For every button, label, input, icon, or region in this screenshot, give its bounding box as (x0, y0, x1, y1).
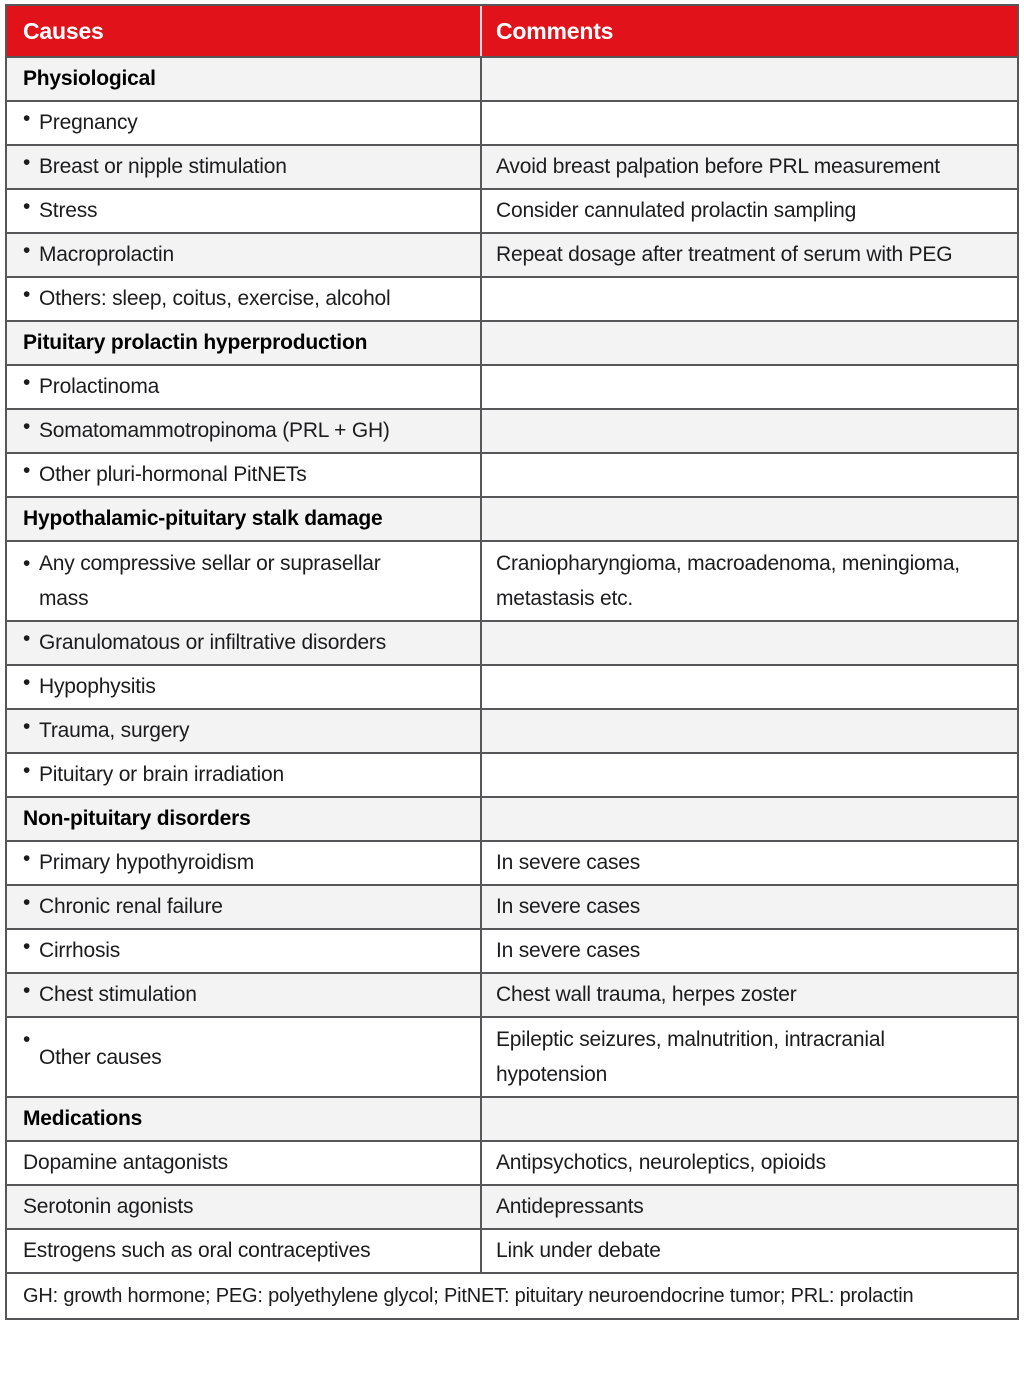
cause-cell (7, 1186, 480, 1228)
cause-label: Serotonin agonists (23, 1195, 194, 1219)
comment-cell (480, 1018, 1017, 1096)
table-row (7, 232, 1017, 276)
table-row (7, 708, 1017, 752)
comment-cell (480, 542, 1017, 620)
bullet-icon: • (23, 283, 31, 306)
abbreviations-footnote: GH: growth hormone; PEG: polyethylene glycol; PitNET: pituitary neuroendocrine tumor; PRL: prolactin (23, 1284, 914, 1307)
bullet-icon: • (23, 107, 31, 130)
cause-cell (7, 930, 480, 972)
cause-label: Pituitary prolactin hyperproduction (23, 331, 368, 355)
cause-label: Hypothalamic-pituitary stalk damage (23, 507, 383, 531)
table-row (7, 972, 1017, 1016)
table-row (7, 1184, 1017, 1228)
comment-cell (480, 410, 1017, 452)
comment-cell (480, 146, 1017, 188)
table-row (7, 320, 1017, 364)
cause-label: Medications (23, 1107, 143, 1131)
table-row (7, 408, 1017, 452)
cause-label: Non-pituitary disorders (23, 807, 251, 831)
cause-cell (7, 666, 480, 708)
cause-label: Dopamine antagonists (23, 1151, 228, 1175)
cause-cell (7, 190, 480, 232)
comment-cell (480, 930, 1017, 972)
cause-cell (7, 710, 480, 752)
table-row (7, 1140, 1017, 1184)
cause-cell (7, 498, 480, 540)
cause-label: Chronic renal failure (39, 895, 223, 919)
cause-cell (7, 58, 480, 100)
comment-cell (480, 102, 1017, 144)
cause-label: Breast or nipple stimulation (39, 155, 287, 179)
comment-cell (480, 622, 1017, 664)
comment-cell (480, 1142, 1017, 1184)
bullet-icon: • (23, 151, 31, 174)
table-row (7, 188, 1017, 232)
comment-cell (480, 234, 1017, 276)
table-row (7, 840, 1017, 884)
comment-label: Avoid breast palpation before PRL measurement (496, 155, 940, 179)
comment-cell (480, 710, 1017, 752)
comment-label: Craniopharyngioma, macroadenoma, meningioma, metastasis etc. (496, 552, 960, 610)
cause-cell (7, 886, 480, 928)
table-row (7, 620, 1017, 664)
bullet-icon: • (23, 935, 31, 958)
comment-cell (480, 1230, 1017, 1272)
comment-cell (480, 798, 1017, 840)
cause-cell (7, 102, 480, 144)
cause-cell (7, 1142, 480, 1184)
comment-cell (480, 366, 1017, 408)
bullet-icon: • (23, 371, 31, 394)
bullet-icon: • (23, 1028, 31, 1051)
cause-label: Chest stimulation (39, 983, 197, 1007)
bullet-icon: • (23, 627, 31, 650)
table-row (7, 56, 1017, 100)
table-row (7, 276, 1017, 320)
comment-cell (480, 1098, 1017, 1140)
cause-label: Others: sleep, coitus, exercise, alcohol (39, 287, 391, 311)
bullet-icon: • (23, 415, 31, 438)
cause-cell (7, 1230, 480, 1272)
comment-cell (480, 498, 1017, 540)
comment-cell (480, 322, 1017, 364)
cause-label: Pituitary or brain irradiation (39, 763, 284, 787)
bullet-icon: • (23, 239, 31, 262)
causes-column-header: Causes (23, 17, 104, 44)
comment-cell (480, 886, 1017, 928)
table-row (7, 1096, 1017, 1140)
comment-cell (480, 754, 1017, 796)
cause-cell (7, 974, 480, 1016)
cause-cell (7, 410, 480, 452)
comments-column-header-cell (480, 6, 1017, 56)
cause-cell (7, 454, 480, 496)
cause-cell (7, 798, 480, 840)
cause-label: Granulomatous or infiltrative disorders (39, 631, 387, 655)
cause-cell (7, 234, 480, 276)
cause-cell (7, 278, 480, 320)
comment-cell (480, 666, 1017, 708)
table-row (7, 496, 1017, 540)
bullet-icon: • (23, 195, 31, 218)
table-body (7, 56, 1017, 1272)
table-row (7, 144, 1017, 188)
cause-label: Prolactinoma (39, 375, 160, 399)
cause-cell (7, 322, 480, 364)
table-row (7, 1016, 1017, 1096)
table-row (7, 796, 1017, 840)
comment-label: Repeat dosage after treatment of serum with PEG (496, 243, 953, 267)
causes-comments-table (5, 4, 1019, 1320)
bullet-icon: • (23, 847, 31, 870)
table-row (7, 752, 1017, 796)
cause-label: Other causes (39, 1045, 162, 1069)
cause-label: Somatomammotropinoma (PRL + GH) (39, 419, 390, 443)
comment-cell (480, 974, 1017, 1016)
cause-cell (7, 146, 480, 188)
table-row (7, 452, 1017, 496)
cause-label: Stress (39, 199, 98, 223)
comments-column-header: Comments (496, 17, 614, 44)
bullet-icon: • (23, 979, 31, 1002)
bullet-icon: • (23, 459, 31, 482)
comment-cell (480, 278, 1017, 320)
cause-label: Hypophysitis (39, 675, 156, 699)
cause-label: Primary hypothyroidism (39, 851, 254, 875)
comment-label: Link under debate (496, 1239, 661, 1263)
comment-label: In severe cases (496, 895, 641, 919)
table-header-row (7, 6, 1017, 56)
comment-cell (480, 454, 1017, 496)
table-row (7, 540, 1017, 620)
table-row (7, 928, 1017, 972)
table-row (7, 100, 1017, 144)
cause-label: Macroprolactin (39, 243, 174, 267)
comment-label: In severe cases (496, 851, 641, 875)
bullet-icon: • (23, 759, 31, 782)
comment-label: Chest wall trauma, herpes zoster (496, 983, 797, 1007)
comment-label: In severe cases (496, 939, 641, 963)
cause-cell (7, 622, 480, 664)
cause-cell (7, 754, 480, 796)
bullet-icon: • (23, 552, 31, 575)
cause-label: Other pluri-hormonal PitNETs (39, 463, 307, 487)
bullet-icon: • (23, 891, 31, 914)
comment-label: Epileptic seizures, malnutrition, intracranial hypotension (496, 1028, 885, 1086)
cause-label: Estrogens such as oral contraceptives (23, 1239, 371, 1263)
cause-label: Physiological (23, 67, 156, 91)
cause-cell (7, 1018, 480, 1096)
table-row (7, 884, 1017, 928)
comment-cell (480, 1186, 1017, 1228)
comment-cell (480, 842, 1017, 884)
cause-label: Any compressive sellar or suprasellar mass (39, 552, 381, 610)
table-footnote-row (7, 1272, 1017, 1318)
cause-label: Pregnancy (39, 111, 138, 135)
cause-label: Cirrhosis (39, 939, 121, 963)
table-row (7, 664, 1017, 708)
bullet-icon: • (23, 715, 31, 738)
cause-label: Trauma, surgery (39, 719, 190, 743)
cause-cell (7, 1098, 480, 1140)
comment-label: Consider cannulated prolactin sampling (496, 199, 857, 223)
causes-column-header-cell (7, 6, 480, 56)
table-row (7, 1228, 1017, 1272)
cause-cell (7, 542, 480, 620)
comment-cell (480, 190, 1017, 232)
bullet-icon: • (23, 671, 31, 694)
cause-cell (7, 842, 480, 884)
table-row (7, 364, 1017, 408)
comment-label: Antipsychotics, neuroleptics, opioids (496, 1151, 826, 1175)
comment-label: Antidepressants (496, 1195, 644, 1219)
cause-cell (7, 366, 480, 408)
comment-cell (480, 58, 1017, 100)
